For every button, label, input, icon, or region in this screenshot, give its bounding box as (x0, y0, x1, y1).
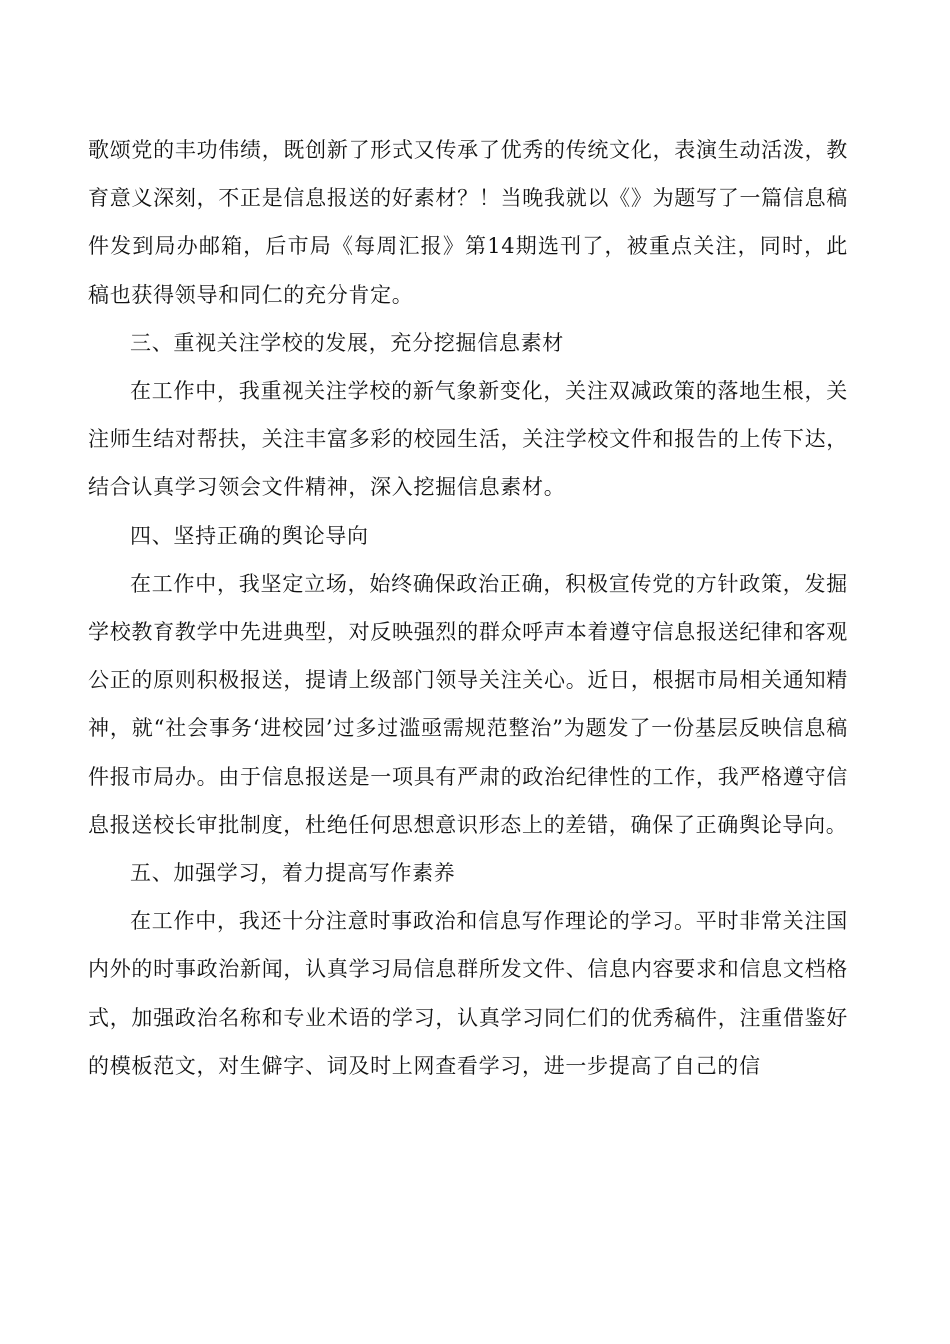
paragraph-section-3: 在工作中，我重视关注学校的新气象新变化，关注双减政策的落地生根，关注师生结对帮扶，关注丰富多彩的校园生活，关注学校文件和报告的上传下达，结合认真学习领会文件精神，深入挖掘信息素材。 (88, 379, 848, 500)
paragraph-section-5: 在工作中，我还十分注意时事政治和信息写作理论的学习。平时非常关注国内外的时事政治新闻，认真学习局信息群所发文件、信息内容要求和信息文档格式，加强政治名称和专业术语的学习，认真学习同仁们的优秀稿件，注重借鉴好的模板范文，对生僻字、词及时上网查看学习，进一步提高了自己的信 (88, 909, 848, 1078)
section-heading-5: 五、加强学习，着力提高写作素养 (130, 861, 456, 886)
document-body (88, 126, 848, 1090)
section-heading-3: 三、重视关注学校的发展，充分挖掘信息素材 (130, 330, 564, 355)
section-heading-4: 四、坚持正确的舆论导向 (130, 523, 369, 548)
paragraph-section-4: 在工作中，我坚定立场，始终确保政治正确，积极宣传党的方针政策，发掘学校教育教学中先进典型，对反映强烈的群众呼声本着遵守信息报送纪律和客观公正的原则积极报送，提请上级部门领导关注关心。近日，根据市局相关通知精神，就“社会事务‘进校园’过多过滥亟需规范整治”为题发了一份基层反映信息稿件报市局办。由于信息报送是一项具有严肃的政治纪律性的工作，我严格遵守信息报送校长审批制度，杜绝任何思想意识形态上的差错，确保了正确舆论导向。 (88, 571, 848, 837)
paragraph-continued: 歌颂党的丰功伟绩，既创新了形式又传承了优秀的传统文化，表演生动活泼，教育意义深刻，不正是信息报送的好素材？！当晚我就以《》为题写了一篇信息稿件发到局办邮箱，后市局《每周汇报》第14期选刊了，被重点关注，同时，此稿也获得领导和同仁的充分肯定。 (88, 138, 848, 307)
